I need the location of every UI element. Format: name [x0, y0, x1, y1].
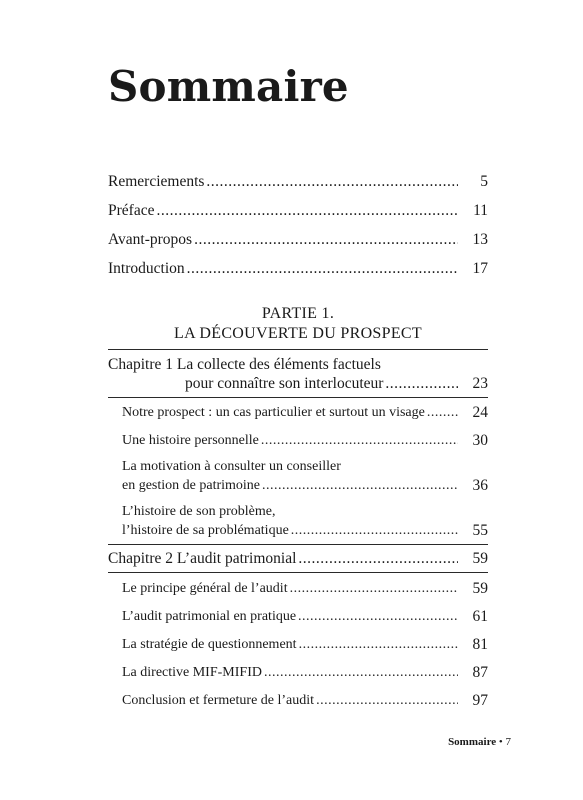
- toc-entry-introduction[interactable]: [108, 259, 488, 279]
- toc-entry-label: Chapitre 2 L’audit patrimonial: [108, 550, 297, 567]
- toc-entry-section[interactable]: [122, 691, 488, 711]
- toc-entry-section[interactable]: [122, 579, 488, 599]
- toc-entry-section[interactable]: [122, 476, 488, 496]
- toc-entry-section[interactable]: [122, 607, 488, 627]
- toc-entry-page: 59: [472, 580, 488, 597]
- toc-entry-page: 13: [472, 231, 488, 248]
- dot-leader: [194, 230, 458, 250]
- toc-entry-page: 36: [472, 477, 488, 494]
- toc-entry-page: 97: [472, 692, 488, 709]
- toc-entry-label: La directive MIF-MIFID: [122, 665, 262, 680]
- toc-entry-page: 23: [472, 375, 488, 392]
- divider: [108, 544, 488, 545]
- toc-entry-label: Une histoire personnelle: [122, 433, 259, 448]
- dot-leader: [262, 476, 458, 496]
- toc-entry-page: 81: [472, 636, 488, 653]
- divider: [108, 397, 488, 398]
- toc-entry-section[interactable]: [122, 521, 488, 541]
- toc-entry-page: 55: [472, 522, 488, 539]
- divider: [108, 572, 488, 573]
- dot-leader: [206, 172, 458, 192]
- toc-entry-section[interactable]: [122, 431, 488, 451]
- toc-entry-preface[interactable]: [108, 201, 488, 221]
- dot-leader: [156, 201, 458, 221]
- toc-entry-section[interactable]: [122, 663, 488, 683]
- footer-page-number: 7: [505, 736, 511, 748]
- page-footer: [448, 736, 511, 748]
- part-heading-title: LA DÉCOUVERTE DU PROSPECT: [174, 325, 422, 342]
- toc-entry-label: Remerciements: [108, 173, 205, 190]
- toc-entry-chapter-1[interactable]: [185, 374, 488, 394]
- dot-leader: [187, 259, 458, 279]
- toc-entry-label: Notre prospect : un cas particulier et surtout un visage: [122, 405, 425, 420]
- toc-entry-label: en gestion de patrimoine: [122, 478, 261, 493]
- dot-leader: [290, 579, 458, 599]
- dot-leader: [298, 607, 458, 627]
- dot-leader: [298, 549, 458, 569]
- toc-entry-label: Conclusion et fermeture de l’audit: [122, 693, 315, 708]
- dot-leader: [385, 374, 458, 394]
- toc-entry-page: 30: [472, 432, 488, 449]
- page-title: Sommaire: [108, 62, 349, 111]
- toc-entry-section[interactable]: [122, 403, 488, 423]
- part-heading-number: PARTIE 1.: [261, 305, 335, 322]
- toc-entry-label: pour connaître son interlocuteur: [185, 375, 384, 392]
- toc-entry-label: Avant-propos: [108, 231, 193, 248]
- toc-entry-chapter-2[interactable]: [108, 549, 488, 569]
- toc-entry-label-line1: L’histoire de son problème,: [122, 504, 276, 519]
- toc-entry-page: 59: [472, 550, 488, 567]
- toc-entry-section[interactable]: [122, 635, 488, 655]
- divider: [108, 349, 488, 350]
- chapter-1-title-line1: Chapitre 1 La collecte des éléments factuels: [108, 356, 381, 373]
- dot-leader: [427, 403, 458, 423]
- dot-leader: [299, 635, 458, 655]
- dot-leader: [316, 691, 458, 711]
- toc-entry-page: 11: [473, 202, 488, 219]
- dot-leader: [291, 521, 458, 541]
- toc-entry-label-line1: La motivation à consulter un conseiller: [122, 459, 341, 474]
- toc-entry-label: Introduction: [108, 260, 185, 277]
- footer-section-label: Sommaire: [448, 736, 497, 748]
- toc-entry-label: L’audit patrimonial en pratique: [122, 609, 297, 624]
- toc-entry-label: La stratégie de questionnement: [122, 637, 297, 652]
- dot-leader: [264, 663, 458, 683]
- toc-entry-page: 61: [472, 608, 488, 625]
- toc-entry-label: Préface: [108, 202, 155, 219]
- toc-entry-label: Le principe général de l’audit: [122, 581, 288, 596]
- toc-entry-avant-propos[interactable]: [108, 230, 488, 250]
- toc-entry-remerciements[interactable]: [108, 172, 488, 192]
- toc-entry-page: 24: [472, 404, 488, 421]
- toc-entry-page: 5: [480, 173, 488, 190]
- toc-entry-page: 17: [472, 260, 488, 277]
- toc-entry-label: l’histoire de sa problématique: [122, 523, 289, 538]
- toc-entry-page: 87: [472, 664, 488, 681]
- footer-bullet: •: [498, 736, 503, 748]
- dot-leader: [261, 431, 458, 451]
